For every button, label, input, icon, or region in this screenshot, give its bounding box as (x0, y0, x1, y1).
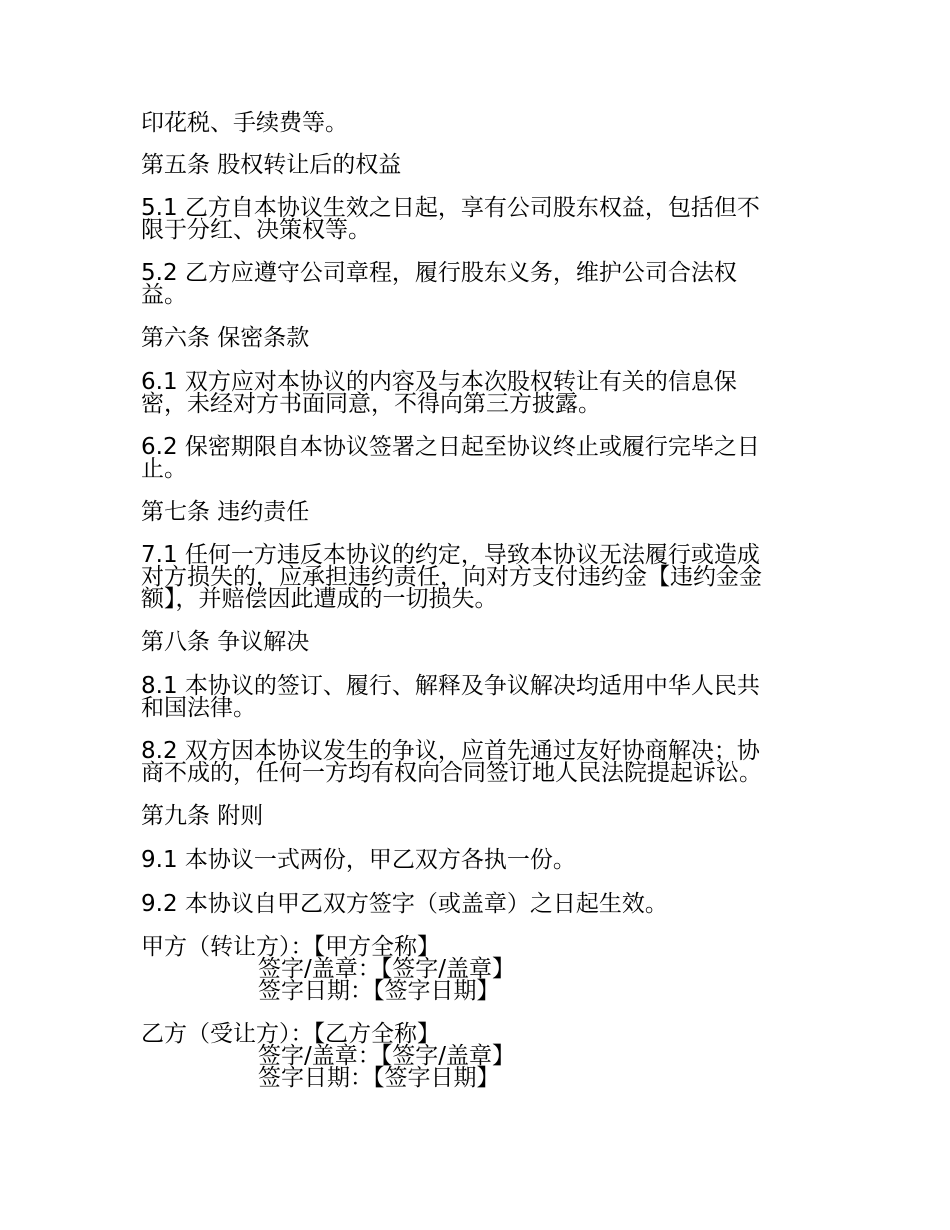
text-line: 额】，并赔偿因此遭成的一切损失。 (141, 586, 498, 612)
clause-8-1 (141, 675, 821, 719)
clause-6-1 (141, 371, 821, 415)
text-line: 第六条 保密条款 (141, 325, 310, 351)
party-a-sign-date: 签字日期：【签字日期】 (258, 978, 500, 1004)
clause-5-1 (141, 197, 821, 241)
text-line: 密，未经对方书面同意，不得向第三方披露。 (141, 391, 601, 417)
text-line: 5.1 乙方自本协议生效之日起，享有公司股东权益，包括但不 (141, 195, 760, 221)
party-b-sign-date: 签字日期：【签字日期】 (258, 1065, 500, 1091)
party-b-title: 乙方（受让方）：【乙方全称】 (141, 1021, 440, 1047)
text-line: 第七条 违约责任 (141, 499, 310, 525)
text-line: 7.1 任何一方违反本协议的约定，导致本协议无法履行或造成 (141, 542, 760, 568)
text-line: 第八条 争议解决 (141, 629, 310, 655)
text-line: 限于分红、决策权等。 (141, 217, 371, 243)
article-9-heading (141, 805, 821, 827)
text-line: 第九条 附则 (141, 803, 264, 829)
party-a-signature: 签字/盖章：【签字/盖章】 (258, 956, 515, 982)
party-a-title: 甲方（转让方）：【甲方全称】 (141, 934, 440, 960)
clause-7-1 (141, 544, 821, 610)
clause-6-2 (141, 436, 821, 480)
article-5-heading (141, 154, 821, 176)
clause-9-2 (141, 893, 821, 915)
text-line: 9.1 本协议一式两份，甲乙双方各执一份。 (141, 847, 576, 873)
text-line: 益。 (141, 282, 187, 308)
clause-5-2 (141, 262, 821, 306)
clause-8-2 (141, 740, 821, 784)
text-line: 印花税、手续费等。 (141, 110, 348, 136)
text-line: 5.2 乙方应遵守公司章程，履行股东义务，维护公司合法权 (141, 260, 737, 286)
text-line: 6.1 双方应对本协议的内容及与本次股权转让有关的信息保 (141, 369, 737, 395)
text-line: 8.2 双方因本协议发生的争议，应首先通过友好协商解决；协 (141, 738, 760, 764)
text-line: 第五条 股权转让后的权益 (141, 152, 402, 178)
text-line: 8.1 本协议的签订、履行、解释及争议解决均适用中华人民共 (141, 673, 760, 699)
clause-9-1 (141, 849, 821, 871)
article-8-heading (141, 631, 821, 653)
party-b-signature: 签字/盖章：【签字/盖章】 (258, 1043, 515, 1069)
text-line: 商不成的，任何一方均有权向合同签订地人民法院提起诉讼。 (141, 760, 762, 786)
text-line: 止。 (141, 456, 187, 482)
text-line: 对方损失的，应承担违约责任，向对方支付违约金【违约金金 (141, 564, 762, 590)
article-7-heading (141, 501, 821, 523)
text-line: 和国法律。 (141, 695, 256, 721)
article-6-heading (141, 327, 821, 349)
text-line: 6.2 保密期限自本协议签署之日起至协议终止或履行完毕之日 (141, 434, 760, 460)
text-line: 9.2 本协议自甲乙双方签字（或盖章）之日起生效。 (141, 891, 668, 917)
paragraph-intro (141, 112, 821, 134)
